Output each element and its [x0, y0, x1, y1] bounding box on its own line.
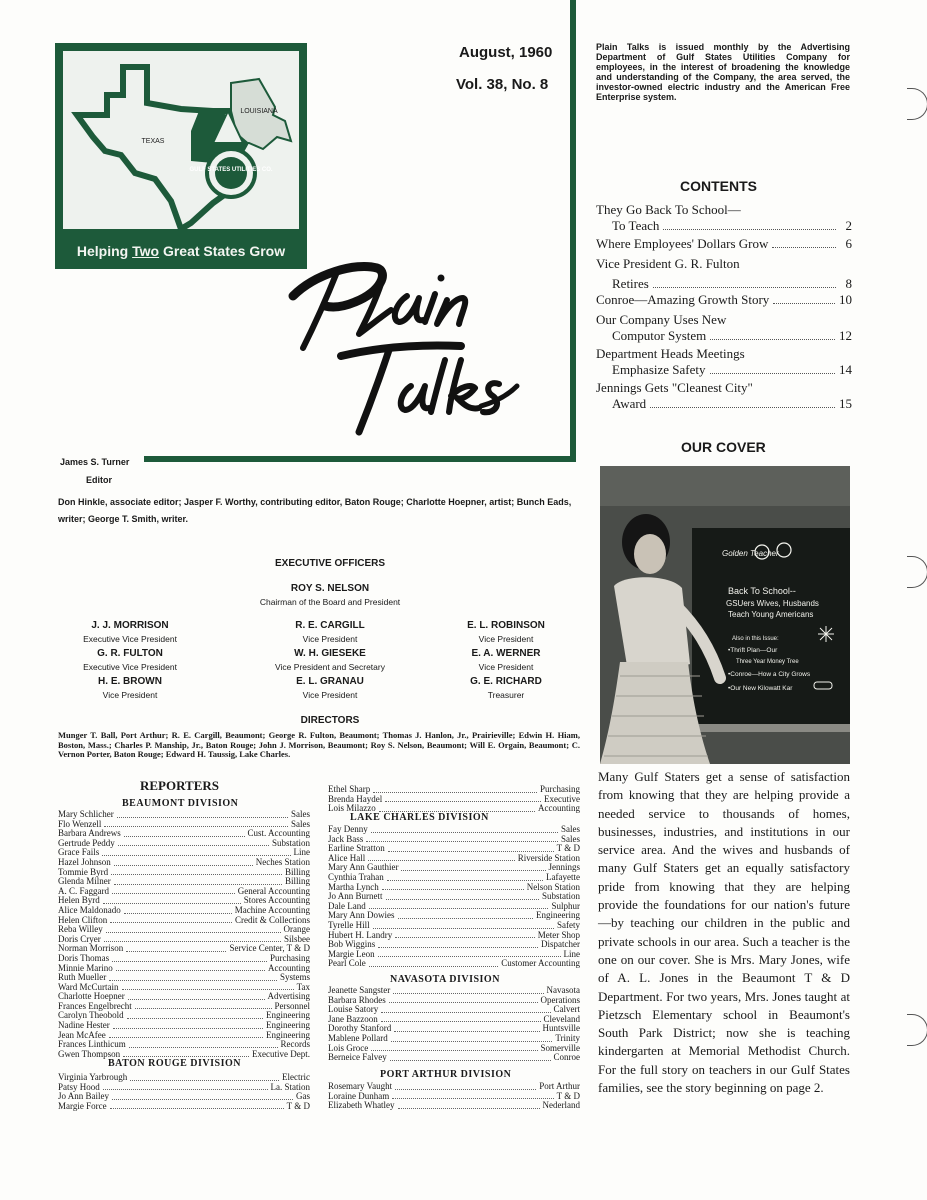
dot-leader — [130, 1080, 279, 1081]
dot-leader — [127, 1018, 263, 1019]
reporter-department: Substation — [271, 837, 310, 848]
reporter-row — [328, 825, 580, 835]
contents-item-page: 8 — [845, 276, 852, 291]
reporter-name: Barbara Andrews — [58, 828, 121, 839]
board-line-7: •Conroe—How a City Grows — [728, 671, 811, 678]
reporter-name: Ruth Mueller — [58, 972, 107, 983]
reporter-name: Gwen Thompson — [58, 1048, 121, 1059]
reporter-name: Ward McCurtain — [58, 981, 119, 992]
officer-name: R. E. CARGILL — [295, 620, 365, 631]
division-heading: LAKE CHARLES DIVISION — [350, 812, 489, 823]
reporter-name: Norman Morrison — [58, 943, 124, 954]
reporter-name: Brenda Haydel — [328, 793, 383, 804]
reporter-name: Glenda Milner — [58, 876, 111, 887]
reporter-name: A. C. Faggard — [58, 885, 109, 896]
reporter-name: Lois Groce — [328, 1042, 369, 1053]
reporter-department: Sales — [561, 833, 580, 844]
reporter-department: Customer Accounting — [501, 958, 580, 969]
slogan-part: Helping — [76, 243, 133, 259]
reporter-name: Tommie Byrd — [58, 866, 109, 877]
punch-hole — [907, 556, 927, 588]
issue-date: August, 1960 — [459, 44, 553, 61]
officer-name: W. H. GIESEKE — [294, 648, 366, 659]
reporter-name: Grace Fails — [58, 847, 100, 858]
reporter-department: Nelson Station — [526, 881, 580, 892]
dot-leader — [109, 1037, 263, 1038]
board-line-3: Teach Young Americans — [728, 610, 814, 619]
reporter-name: Jean McAfee — [58, 1029, 106, 1040]
dot-leader — [378, 947, 538, 948]
staff-credits: Don Hinkle, associate editor; Jasper F. Worthy, contributing editor, Baton Rouge; Charlotte Hoepner, artist; Bunch Eads, writer; George T. Smith, writer. — [58, 497, 572, 524]
officer — [406, 648, 606, 672]
reporter-department: Jennings — [548, 862, 580, 873]
dot-leader — [102, 855, 290, 856]
reporter-department: Safety — [557, 919, 580, 930]
executive-officers-heading: EXECUTIVE OFFICERS — [274, 558, 385, 569]
dot-leader — [394, 1031, 539, 1032]
dot-leader — [124, 913, 232, 914]
dot-leader — [398, 918, 534, 919]
reporter-name: Hubert H. Landry — [328, 929, 393, 940]
reporter-name: Jo Ann Burnett — [328, 891, 383, 902]
dot-leader — [114, 865, 253, 866]
reporter-list — [58, 810, 310, 1059]
reporter-name: Lois Milazzo — [328, 803, 376, 814]
reporter-name: Cynthia Trahan — [328, 871, 384, 882]
reporter-name: Helen Clifton — [58, 914, 108, 925]
reporter-department: Operations — [540, 994, 580, 1005]
reporter-department: Billing — [284, 866, 310, 877]
dot-leader — [371, 1050, 537, 1051]
dot-leader — [112, 893, 235, 894]
reporter-name: Frances Engelbrecht — [58, 1000, 132, 1011]
reporter-department: Tax — [296, 981, 310, 992]
reporter-name: Margie Force — [58, 1100, 107, 1111]
contents-item-page: 15 — [839, 396, 852, 411]
reporter-department: Purchasing — [540, 784, 580, 794]
dot-leader — [118, 845, 269, 846]
dot-leader — [395, 937, 535, 938]
reporter-row — [58, 1102, 310, 1112]
reporter-department: Service Center, T & D — [229, 943, 310, 954]
directors-heading: DIRECTORS — [300, 715, 360, 726]
reporter-department: Engineering — [266, 1010, 310, 1021]
slogan-part: Great States Grow — [159, 243, 286, 259]
company-logo — [55, 43, 307, 269]
contents-item-title-cont: To Teach — [612, 218, 660, 233]
reporter-name: Margie Leon — [328, 948, 375, 959]
officer-name: E. L. GRANAU — [296, 676, 364, 687]
dot-leader — [112, 1099, 293, 1100]
reporter-department: Line — [293, 847, 310, 858]
dot-leader — [392, 1098, 553, 1099]
reporter-name: Flo Wenzell — [58, 818, 102, 829]
reporter-department: Sales — [291, 818, 310, 829]
dot-leader — [381, 1021, 541, 1022]
reporter-department: Sales — [291, 809, 310, 819]
contents-item-title: Vice President G. R. Fulton — [596, 256, 740, 271]
dot-leader — [393, 993, 543, 994]
map-panel — [63, 51, 299, 229]
reporter-name: Fay Denny — [328, 824, 368, 834]
dot-leader — [385, 801, 541, 802]
dot-leader — [114, 884, 282, 885]
officer-title: Executive Vice President — [83, 634, 177, 644]
reporter-name: Earline Stratton — [328, 843, 385, 854]
dot-leader — [398, 1108, 540, 1109]
reporter-name: Martha Lynch — [328, 881, 379, 892]
reporter-name: Charlotte Hoepner — [58, 991, 125, 1002]
reporter-name: Alice Hall — [328, 852, 366, 863]
contents-item-title: Department Heads Meetings — [596, 346, 745, 361]
punch-hole — [907, 1014, 927, 1046]
reporter-department: Orange — [283, 924, 310, 935]
cover-story-text: Many Gulf Staters get a sense of satisfaction from knowing that they are helping provide a needed service to thousands of homes, businesses, industries, and institutions in our service area. And the wives and husbands of many Gulf Staters get an equally satisfactory pride from knowing that they are helping provide the foundations for our nation's future—by teaching our children in the public and private schools in our area. Such a teacher is the one on our cover. She is Mrs. Mary Jones, wife of A. L. Jones in the Beaumont T & D Department. For two years, Mrs. Jones taught at Pietzsch Elementary school in Beaumont's South Park District; now she is teaching kindergarten at Memorial Methodist Church. For the full story on teachers in our Gulf States families, see the story beginning on page 2. — [598, 769, 850, 1096]
reporter-department: Neches Station — [255, 856, 310, 867]
dot-leader — [110, 922, 232, 923]
dot-leader — [366, 841, 558, 842]
officer-name: ROY S. NELSON — [290, 583, 370, 594]
reporter-name: Minnie Marino — [58, 962, 113, 973]
contents-item-page: 14 — [839, 362, 852, 377]
dot-leader — [650, 407, 835, 408]
frame-rule-bottom — [144, 456, 576, 462]
map-label-texas: TEXAS — [141, 138, 165, 145]
dot-leader — [373, 928, 554, 929]
officer-name: G. R. FULTON — [97, 648, 163, 659]
officer — [406, 620, 606, 644]
reporter-department: Meter Shop — [537, 929, 580, 940]
reporter-name: Dale Land — [328, 900, 366, 911]
reporter-name: Nadine Hester — [58, 1020, 110, 1031]
editor-name: James S. Turner — [60, 457, 130, 467]
reporter-row — [328, 959, 580, 969]
reporter-department: Navasota — [546, 985, 580, 995]
division-heading: PORT ARTHUR DIVISION — [380, 1069, 512, 1080]
punch-hole — [907, 88, 927, 120]
reporter-department: Nederland — [542, 1100, 580, 1111]
dot-leader — [113, 1028, 263, 1029]
officer-name: E. A. WERNER — [471, 648, 541, 659]
dot-leader — [112, 961, 267, 962]
reporter-name: Alice Maldonado — [58, 904, 121, 915]
contents-item — [596, 380, 852, 412]
reporter-department: Purchasing — [270, 952, 310, 963]
reporter-name: Doris Cryer — [58, 933, 101, 944]
dot-leader — [109, 980, 277, 981]
reporter-name: Reba Willey — [58, 924, 103, 935]
dot-leader — [710, 339, 835, 340]
reporter-name: Mary Ann Dowies — [328, 910, 395, 921]
officer-name: G. E. RICHARD — [470, 676, 542, 687]
contents-item — [596, 346, 852, 378]
reporter-department: Engineering — [266, 1020, 310, 1031]
dot-leader — [129, 1047, 278, 1048]
dot-leader — [391, 1041, 553, 1042]
dot-leader — [388, 851, 554, 852]
reporter-department: Executive — [544, 793, 580, 804]
reporter-department: La. Station — [270, 1081, 310, 1092]
dot-leader — [104, 941, 281, 942]
officer-title: Vice President — [102, 690, 158, 700]
dot-leader — [104, 826, 288, 827]
dot-leader — [110, 1108, 284, 1109]
board-line-1: Back To School-- — [728, 586, 796, 596]
dot-leader — [387, 880, 543, 881]
dot-leader — [126, 951, 226, 952]
board-line-2: GSUers Wives, Husbands — [726, 599, 819, 608]
contents-item-title-cont: Emphasize Safety — [612, 362, 706, 377]
reporter-name: Jane Bazzoon — [328, 1013, 378, 1024]
reporter-department: Riverside Station — [517, 852, 580, 863]
reporter-name: Elizabeth Whatley — [328, 1100, 395, 1111]
contents-item-page: 6 — [845, 236, 852, 251]
officer-title: Vice President — [478, 634, 534, 644]
dot-leader — [710, 373, 836, 374]
directors-list: Munger T. Ball, Port Arthur; R. E. Cargill, Beaumont; George R. Fulton, Beaumont; Thomas J. Hanlon, Jr., Prairieville; Edwin H. Hiam, Boston, Mass.; Charles P. Manship, Jr., Baton Rouge; John J. Morrison, Beaumont; Roy S. Nelson, Beaumont; Will E. Orgain, Beaumont; C. Vernon Porter, Baton Rouge; Edward H. Taussig, Lake Charles. — [58, 730, 580, 759]
reporter-department: Engineering — [536, 910, 580, 921]
reporter-department: Huntsville — [542, 1023, 580, 1034]
dot-leader — [663, 229, 836, 230]
reporter-department: Sulphur — [551, 900, 580, 911]
contents-item-page: 12 — [839, 328, 852, 343]
reporter-department: Accounting — [268, 962, 310, 973]
contents-item — [596, 256, 852, 292]
dot-leader — [773, 303, 835, 304]
dot-leader — [122, 989, 294, 990]
cover-heading: OUR COVER — [681, 439, 766, 455]
reporter-department: Records — [280, 1039, 310, 1050]
reporter-name: Mary Ann Gauthier — [328, 862, 399, 873]
contents-item-title-cont: Award — [612, 396, 647, 411]
dot-leader — [124, 836, 245, 837]
reporter-department: T & D — [556, 843, 580, 854]
reporter-name: Berneice Falvey — [328, 1052, 387, 1063]
dot-leader — [369, 966, 499, 967]
dot-leader — [369, 908, 549, 909]
reporter-department: Electric — [282, 1072, 310, 1082]
reporter-department: Port Arthur — [539, 1081, 580, 1091]
contents-item — [596, 202, 852, 234]
reporter-name: Patsy Hood — [58, 1081, 100, 1092]
dot-leader — [368, 860, 515, 861]
reporter-name: Dorothy Stanford — [328, 1023, 392, 1034]
dot-leader — [117, 817, 288, 818]
reporter-name: Tyrelle Hill — [328, 919, 370, 930]
reporter-department: Somerville — [540, 1042, 580, 1053]
reporter-name: Doris Thomas — [58, 952, 110, 963]
reporter-department: Trinity — [555, 1032, 580, 1043]
reporter-name: Ethel Sharp — [328, 784, 371, 794]
reporter-name: Gertrude Peddy — [58, 837, 115, 848]
reporter-department: Silsbee — [284, 933, 310, 944]
contents-item — [596, 236, 852, 252]
contents-item-title: Jennings Gets "Cleanest City" — [596, 380, 753, 395]
dot-leader — [116, 970, 265, 971]
reporter-department: Executive Dept. — [252, 1048, 310, 1059]
reporter-department: T & D — [286, 1100, 310, 1111]
reporter-department: Substation — [541, 891, 580, 902]
reporter-name: Pearl Cole — [328, 958, 366, 969]
board-line-5: •Thrift Plan—Our — [728, 647, 778, 654]
reporter-department: Advertising — [267, 991, 310, 1002]
officer-name: J. J. MORRISON — [91, 620, 169, 631]
officer — [30, 620, 230, 644]
reporter-department: General Accounting — [237, 885, 310, 896]
reporter-department: Dispatcher — [541, 939, 580, 950]
reporter-department: Billing — [284, 876, 310, 887]
reporter-department: Calvert — [553, 1004, 580, 1015]
dot-leader — [386, 899, 539, 900]
reporter-department: Personnel — [274, 1000, 310, 1011]
board-line-4: Also in this Issue: — [732, 636, 779, 642]
reporter-department: Cleveland — [543, 1013, 580, 1024]
contents-heading: CONTENTS — [680, 178, 757, 194]
dot-leader — [390, 1060, 551, 1061]
reporter-name: Virginia Yarbrough — [58, 1072, 128, 1082]
reporter-name: Barbara Rhodes — [328, 994, 386, 1005]
board-top-text: Golden Teacher — [722, 549, 779, 558]
logo-slogan — [55, 243, 307, 259]
officer-title: Chairman of the Board and President — [259, 597, 401, 607]
reporter-name: Rosemary Vaught — [328, 1081, 393, 1091]
issue-volume: Vol. 38, No. 8 — [456, 76, 549, 93]
dot-leader — [111, 874, 282, 875]
reporter-department: Machine Accounting — [234, 904, 310, 915]
seal-text: GULF STATES UTILITIES CO. — [189, 167, 273, 173]
dot-leader — [378, 956, 561, 957]
map-label-louisiana: LOUISIANA — [240, 108, 278, 115]
reporter-name: Jack Bass — [328, 833, 364, 844]
editor-title: Editor — [86, 475, 112, 485]
dot-leader — [373, 792, 537, 793]
reporter-department: Lafayette — [546, 871, 580, 882]
dot-leader — [382, 889, 524, 890]
contents-item-title-cont: Retires — [612, 276, 649, 291]
board-line-6: Three Year Money Tree — [736, 659, 799, 665]
reporters-heading: REPORTERS — [140, 778, 220, 793]
reporter-name: Frances Linthicum — [58, 1039, 126, 1050]
reporter-name: Helen Byrd — [58, 895, 100, 906]
reporter-name: Hazel Johnson — [58, 856, 111, 867]
dot-leader — [371, 832, 558, 833]
dot-leader — [653, 287, 836, 288]
dot-leader — [772, 247, 836, 248]
officer-title: Executive Vice President — [83, 662, 177, 672]
contents-item-page: 10 — [839, 292, 852, 307]
contents-item-title-cont: Computor System — [612, 328, 707, 343]
officer — [406, 676, 606, 700]
contents-item-title: Where Employees' Dollars Grow — [596, 236, 769, 251]
officer-title: Vice President and Secretary — [275, 662, 385, 672]
board-line-8: •Our New Kilowatt Kar — [728, 685, 793, 692]
reporter-department: T & D — [556, 1090, 580, 1101]
division-heading: NAVASOTA DIVISION — [390, 974, 500, 985]
reporter-name: Louise Satory — [328, 1004, 379, 1015]
reporter-list — [328, 825, 580, 969]
reporter-department: Systems — [279, 972, 310, 983]
reporter-department: Conroe — [553, 1052, 580, 1063]
reporter-row — [328, 1053, 580, 1063]
reporter-department: Engineering — [266, 1029, 310, 1040]
division-heading: BATON ROUGE DIVISION — [108, 1058, 241, 1069]
slogan-underlined: Two — [132, 243, 160, 259]
officer-title: Vice President — [302, 690, 358, 700]
masthead-title-text: Plain Talks — [285, 256, 290, 257]
dot-leader — [103, 1089, 268, 1090]
contents-item-page: 2 — [845, 218, 852, 233]
reporter-name: Bob Wiggins — [328, 939, 376, 950]
reporter-name: Mablene Pollard — [328, 1032, 388, 1043]
officer-chairman — [218, 583, 442, 607]
reporter-list — [328, 1082, 580, 1111]
reporter-department: Sales — [561, 824, 580, 834]
reporter-department: Cust. Accounting — [247, 828, 310, 839]
contents-item — [596, 312, 852, 344]
reporter-department: Line — [563, 948, 580, 959]
dot-leader — [395, 1089, 536, 1090]
contents-item — [596, 292, 852, 308]
dot-leader — [106, 932, 281, 933]
dot-leader — [401, 870, 545, 871]
contents-item-title: Our Company Uses New — [596, 312, 727, 327]
division-heading: BEAUMONT DIVISION — [122, 798, 239, 809]
dot-leader — [389, 1002, 538, 1003]
contents-item-title: Conroe—Amazing Growth Story — [596, 292, 770, 307]
reporter-list — [328, 785, 580, 814]
dot-leader — [381, 1012, 550, 1013]
dot-leader — [128, 999, 265, 1000]
officer-title: Treasurer — [487, 690, 525, 700]
publication-statement: Plain Talks is issued monthly by the Advertising Department of Gulf States Utilities Company for employees, in the interest of broadening the knowledge and understanding of the Company, the area served, the investor-owned electric industry and the American Free Enterprise system. — [596, 42, 850, 102]
reporter-name: Jeanette Sangster — [328, 985, 391, 995]
plain-talks-masthead-logo — [285, 256, 520, 442]
contents-item-title: They Go Back To School— — [596, 202, 741, 217]
reporter-name: Jo Ann Bailey — [58, 1091, 109, 1102]
officer-name: H. E. BROWN — [98, 676, 162, 687]
reporter-department: Stores Accounting — [243, 895, 310, 906]
reporter-name: Loraine Dunham — [328, 1090, 390, 1101]
officer-title: Vice President — [478, 662, 534, 672]
frame-rule-right — [570, 0, 576, 462]
reporter-name: Mary Schlicher — [58, 809, 114, 819]
money-tree-icon — [818, 626, 834, 642]
reporter-name: Carolyn Theobold — [58, 1010, 124, 1021]
officer — [30, 648, 230, 672]
texas-louisiana-map-icon — [63, 51, 299, 229]
reporter-department: Credit & Collections — [235, 914, 310, 925]
reporter-department: Accounting — [538, 803, 580, 814]
officer — [30, 676, 230, 700]
officer-name: E. L. ROBINSON — [467, 620, 545, 631]
officer-title: Vice President — [302, 634, 358, 644]
reporter-row — [328, 1101, 580, 1111]
reporter-list — [58, 1073, 310, 1111]
dot-leader — [135, 1008, 272, 1009]
dot-leader — [103, 903, 241, 904]
reporter-department: Gas — [296, 1091, 310, 1102]
reporter-list — [328, 986, 580, 1063]
